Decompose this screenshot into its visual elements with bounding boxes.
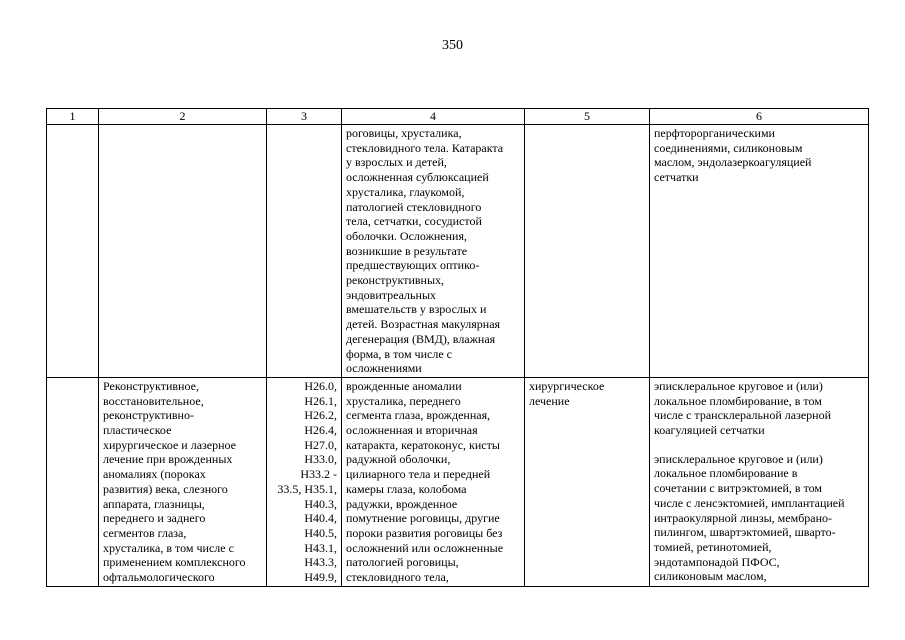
- row2-diagnosis-cell: врожденные аномалии хрусталика, переднего сегмента глаза, врожденная, осложненная и вторичная катаракта, кератоконус, кисты радужной оболочки, цилиарного тела и передней камеры глаза, колобома радужки, врожденное помутнение роговицы, другие пороки развития роговицы без осложнений или осложненные патологией роговицы, стекловидного тела,: [342, 377, 525, 586]
- table-header-row: [47, 109, 869, 125]
- row1-method-cell: перфторорганическими соединениями, силиконовым маслом, эндолазеркоагуляцией сетчатки: [650, 125, 869, 378]
- row2-method-paragraph-1: эписклеральное круговое и (или) локальное пломбирование, в том числе с трансклеральной лазерной коагуляцией сетчатки: [654, 378, 831, 438]
- page-number: 350: [442, 38, 463, 53]
- row2-icd-codes-cell: H26.0, H26.1, H26.2, H26.4, H27.0, H33.0, H33.2 - 33.5, H35.1, H40.3, H40.4, H40.5, H43.1, H43.3, H49.9,: [267, 377, 342, 586]
- column-header-4: 4: [342, 109, 525, 125]
- column-header-6: 6: [650, 109, 869, 125]
- row2-method-paragraph-2: эписклеральное круговое и (или) локальное пломбирование в сочетании с витрэктомией, в том числе с ленсэктомией, имплантацией интраокулярной линзы, мембрано- пилингом, швартэктомией, шварто- томией, ретинотомией, эндотампонадой ПФОС, силиконовым маслом,: [654, 451, 845, 584]
- row1-icd-codes-cell: [267, 125, 342, 378]
- row2-number-cell: [47, 377, 99, 586]
- row1-number-cell: [47, 125, 99, 378]
- table-row: [47, 125, 869, 378]
- paragraph-spacer: [654, 438, 864, 452]
- column-header-3: 3: [267, 109, 342, 125]
- row2-care-type-cell: Реконструктивное, восстановительное, реконструктивно- пластическое хирургическое и лазерное лечение при врожденных аномалиях (пороках развития) века, слезного аппарата, глазницы, переднего и заднего сегментов глаза, хрусталика, в том числе с применением комплексного офтальмологического: [99, 377, 267, 586]
- column-header-5: 5: [525, 109, 650, 125]
- row1-diagnosis-cell: роговицы, хрусталика, стекловидного тела. Катаракта у взрослых и детей, осложненная сублюксацией хрусталика, глаукомой, патологией стекловидного тела, сетчатки, сосудистой оболочки. Осложнения, возникшие в результате предшествующих оптико- реконструктивных, эндовитреальных вмешательств у взрослых и детей. Возрастная макулярная дегенерация (ВМД), влажная форма, в том числе с осложнениями: [342, 125, 525, 378]
- column-header-2: 2: [99, 109, 267, 125]
- row2-treatment-type-cell: хирургическое лечение: [525, 377, 650, 586]
- row1-care-type-cell: [99, 125, 267, 378]
- table-row: [47, 377, 869, 586]
- row1-treatment-type-cell: [525, 125, 650, 378]
- column-header-1: 1: [47, 109, 99, 125]
- row2-method-cell: [650, 377, 869, 586]
- medical-care-table: [46, 108, 869, 587]
